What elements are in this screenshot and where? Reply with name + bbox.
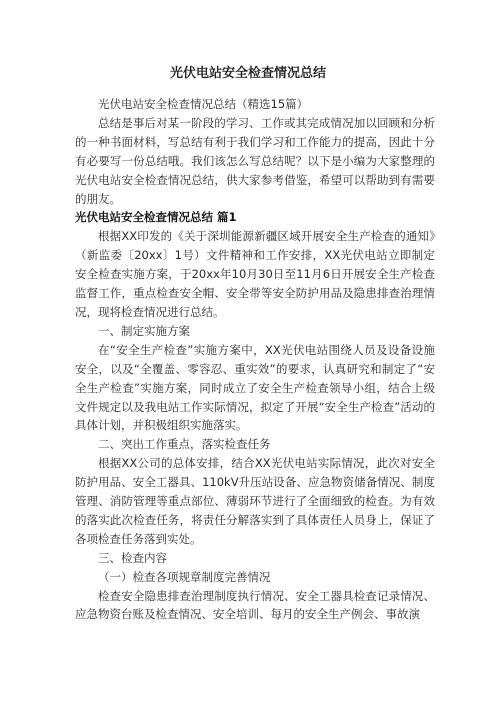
- item-2-title: 二、突出工作重点，落实检查任务: [98, 437, 271, 452]
- intro-subtitle: 光伏电站安全检查情况总结（精选15篇）: [98, 97, 309, 111]
- item-1-title: 一、制定实施方案: [98, 323, 190, 338]
- sub-1-title: （一）检查各项规章制度完善情况: [98, 569, 271, 584]
- document-title: 光伏电站安全检查情况总结: [169, 66, 326, 81]
- paragraph-3: 根据XX公司的总体安排，结合XX光伏电站实际情况，此次对安全防护用品、安全工器具、110kV升压站设备、应急物资储备情况、制度管理、消防管理等重点部位、薄弱环节进行了全面细致的检查。为有效的落实此次检查任务，将责任分解落实到了具体责任人员身上，保证了各项检查任务落到实处。: [75, 456, 435, 546]
- paragraph-1: 根据XX印发的《关于深圳能源新疆区域开展安全生产检查的通知》（新监委〔20xx〕1号）文件精神和工作安排，XX光伏电站立即制定安全检查实施方案，于20xx年10月30日至11月6日开展安全生产检查监督工作，重点检查安全帽、安全带等安全防护用品及隐患排查治理情况，现将检查情况进行总结。: [75, 229, 435, 319]
- paragraph-4: 检查安全隐患排查治理制度执行情况、安全工器具检查记录情况、应急物资台账及检查情况、安全培训、每月的安全生产例会、事故演: [75, 588, 435, 622]
- section-heading: 光伏电站安全检查情况总结 篇1: [75, 210, 237, 225]
- item-3-title: 三、检查内容: [98, 550, 167, 565]
- intro-paragraph: 总结是事后对某一阶段的学习、工作或其完成情况加以回顾和分析的一种书面材料，写总结有利于我们学习和工作能力的提高，因此十分有必要写一份总结哦。我们该怎么写总结呢？以下是小编为大家整理的光伏电站安全检查情况总结，供大家参考借鉴，希望可以帮助到有需要的朋友。: [75, 115, 435, 206]
- document-body: [75, 95, 435, 624]
- paragraph-2: 在“安全生产检查”实施方案中，XX光伏电站围绕人员及设备设施安全，以及“全覆盖、零容忍、重实效”的要求，认真研究和制定了“安全生产检查”实施方案，同时成立了安全生产检查领导小组，结合上级文件规定以及我电站工作实际情况，拟定了开展“安全生产检查”活动的具体计划，并积极组织实施落实。: [75, 342, 435, 433]
